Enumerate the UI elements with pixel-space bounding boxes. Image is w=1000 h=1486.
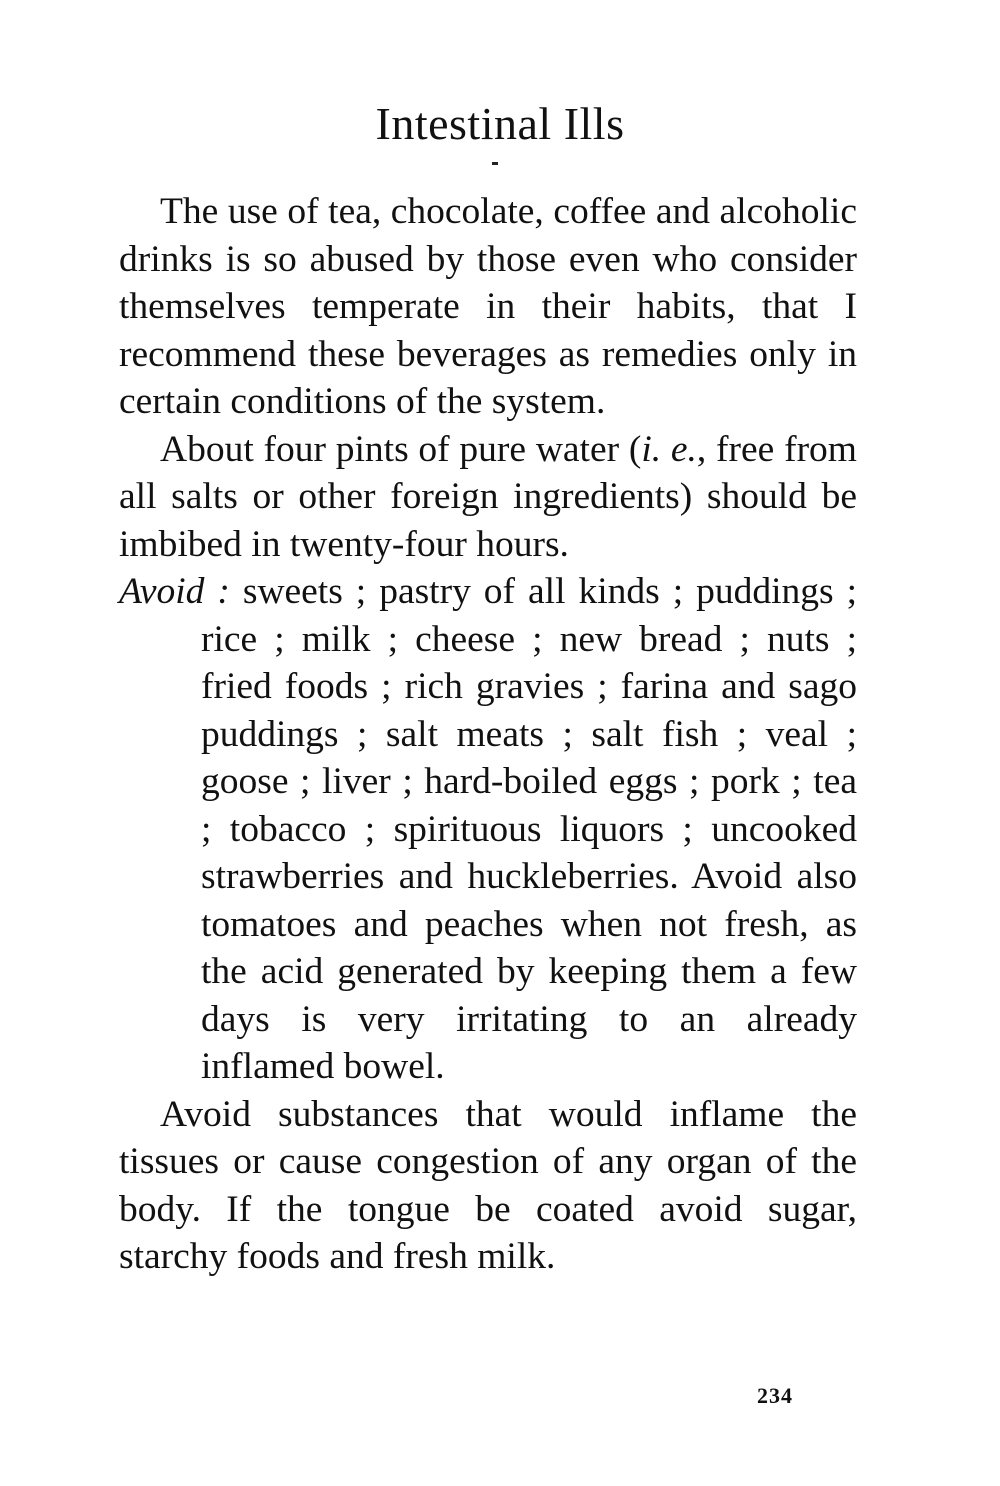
body-text: [119, 188, 857, 1281]
paragraph-substances: Avoid substances that would inflame the tissues or cause congestion of any organ of the body. If the tongue be coated avoid sugar, starchy foods and fresh milk.: [119, 1093, 857, 1277]
water-text-italic: i. e.: [641, 428, 697, 470]
paragraph-beverages: The use of tea, chocolate, coffee and alcoholic drinks is so abused by those even who consider themselves temperate in their habits, that I recommend these beverages as remedies only in certain conditions of the system.: [119, 191, 857, 422]
ornament-dot: [492, 162, 498, 165]
water-text-end: , free from all salts or other foreign ingredients) should be imbibed in twenty-four hours.: [119, 428, 857, 565]
running-head: Intestinal Ills: [375, 98, 625, 149]
paragraph-avoid-list: [119, 568, 857, 1091]
avoid-items: sweets ; pastry of all kinds ; puddings ; rice ; milk ; cheese ; new bread ; nuts ; fried foods ; rich gravies ; farina and sago puddings ; salt meats ; salt fish ; veal ; goose ; liver ; hard-boiled eggs ; pork ; tea ; tobacco ; spirituous liquors ; uncooked strawberries and huckleberries. Avoid also tomatoes and peaches when not fresh, as the acid generated by keeping them a few days is very irritating to an already inflamed bowel.: [201, 571, 858, 1087]
paragraph-water: [119, 426, 857, 569]
page-number: 234: [757, 1383, 793, 1408]
avoid-lead: Avoid :: [119, 571, 230, 612]
water-text-start: About four pints of pure water (: [160, 428, 642, 470]
